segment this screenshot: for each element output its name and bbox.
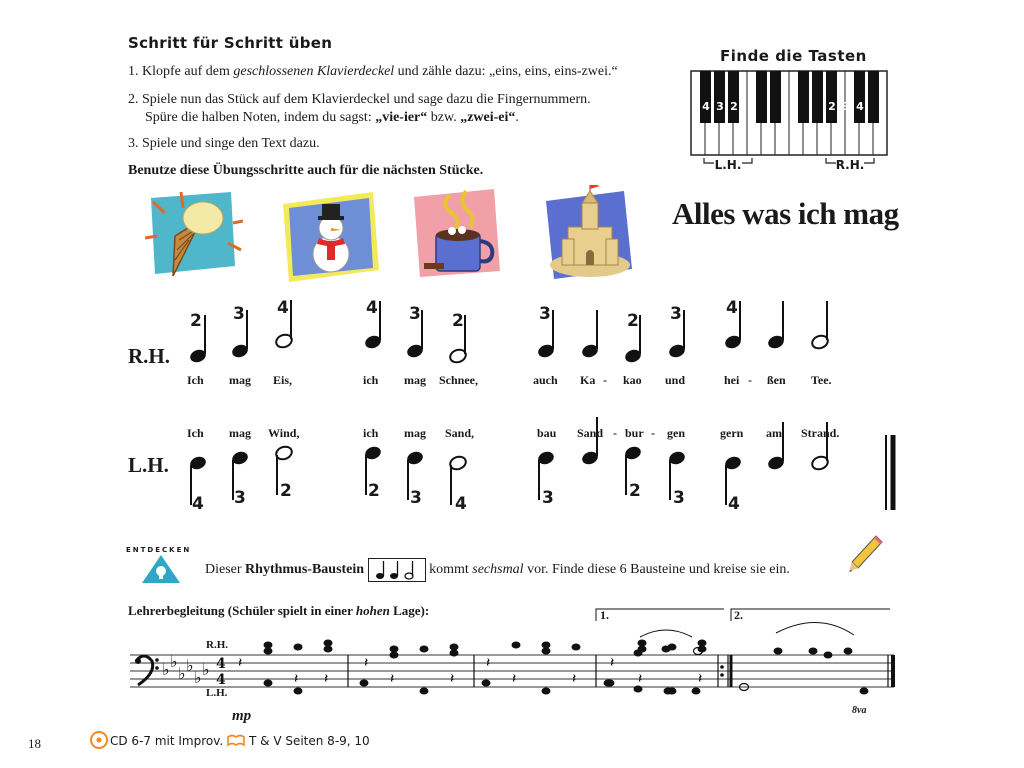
lh-finger: 2 bbox=[368, 481, 380, 501]
lyric-rh: Ich bbox=[187, 373, 204, 387]
lh-finger: 3 bbox=[234, 488, 246, 508]
lyric-lh: mag bbox=[404, 426, 426, 440]
lyric-rh: kao bbox=[623, 373, 642, 387]
entdecken-text bbox=[205, 558, 790, 582]
lightbulb-icon bbox=[140, 553, 182, 585]
lyric-lh: gern bbox=[720, 426, 744, 440]
svg-text:4: 4 bbox=[216, 672, 226, 688]
rh-finger-2: 2 bbox=[828, 100, 836, 113]
time-signature bbox=[216, 656, 226, 688]
lyric-rh: Eis, bbox=[273, 373, 293, 387]
lh-finger: 3 bbox=[673, 488, 685, 508]
svg-text:𝄽: 𝄽 bbox=[238, 655, 243, 671]
svg-text:𝄽: 𝄽 bbox=[638, 671, 643, 687]
rh-finger-3: 3 bbox=[842, 100, 850, 113]
svg-text:♭: ♭ bbox=[202, 660, 210, 679]
step-2-line-2 bbox=[128, 109, 591, 127]
lyric-rh: und bbox=[665, 373, 686, 387]
keyboard-rh-label: R.H. bbox=[835, 158, 865, 172]
step-2-zweiei: „zwei-ei“ bbox=[460, 110, 516, 125]
accompaniment-rh-label: R.H. bbox=[206, 639, 228, 651]
lyric-rh: ich bbox=[363, 373, 379, 387]
lyric-rh: mag bbox=[404, 373, 426, 387]
svg-text:𝄽: 𝄽 bbox=[512, 671, 517, 687]
keyboard-diagram bbox=[690, 70, 890, 175]
snowman-image bbox=[275, 190, 385, 285]
accompaniment-staff bbox=[128, 605, 898, 715]
accompaniment-lh-label: L.H. bbox=[206, 687, 228, 699]
keyboard-title: Finde die Tasten bbox=[720, 47, 867, 65]
step-1 bbox=[128, 63, 618, 81]
lyric-rh: auch bbox=[533, 373, 558, 387]
lh-finger: 2 bbox=[280, 481, 292, 501]
tie-arc bbox=[640, 630, 692, 637]
svg-text:♭: ♭ bbox=[194, 668, 202, 687]
lyric-lh: gen bbox=[667, 426, 685, 440]
lh-finger: 3 bbox=[542, 488, 554, 508]
sandcastle-image bbox=[540, 185, 640, 285]
svg-text:𝄽: 𝄽 bbox=[294, 671, 299, 687]
lh-finger: 4 bbox=[455, 494, 467, 514]
dynamic-marking: mp bbox=[232, 708, 252, 724]
song-title: Alles was ich mag bbox=[672, 196, 899, 231]
lh-finger-4: 4 bbox=[702, 100, 710, 113]
lyric-rh: Ka bbox=[580, 373, 596, 387]
repeat-dot bbox=[720, 673, 724, 677]
slur-arc bbox=[776, 622, 854, 635]
ending-1-label: 1. bbox=[600, 608, 609, 622]
lyric-lh: ich bbox=[363, 426, 379, 440]
step-2-line-1: 2. Spiele nun das Stück auf dem Klavierdeckel und sage dazu die Fingernummern. bbox=[128, 92, 591, 107]
svg-text:𝄽: 𝄽 bbox=[610, 655, 615, 671]
page-number: 18 bbox=[28, 736, 41, 751]
lyric-rh: - bbox=[603, 373, 607, 387]
lyric-lh: Ich bbox=[187, 426, 204, 440]
lh-finger-2: 2 bbox=[730, 100, 738, 113]
lyric-lh: bur bbox=[625, 426, 644, 440]
lyric-lh: Sand bbox=[577, 426, 604, 440]
lh-finger-3: 3 bbox=[716, 100, 724, 113]
lyric-rh: ßen bbox=[767, 373, 786, 387]
rh-finger: 3 bbox=[233, 304, 245, 324]
key-signature-flats bbox=[162, 652, 210, 687]
rh-finger: 4 bbox=[366, 298, 378, 318]
step-2-text-a: Spüre die halben Noten, indem du sagst: bbox=[145, 110, 376, 125]
lh-finger: 3 bbox=[410, 488, 422, 508]
lyric-lh: Wind, bbox=[268, 426, 300, 440]
rh-finger: 2 bbox=[190, 311, 202, 331]
song-lh-label: L.H. bbox=[128, 453, 169, 477]
svg-text:𝄽: 𝄽 bbox=[572, 671, 577, 687]
rh-finger: 4 bbox=[277, 298, 289, 318]
step-2-vieier: „vie-ier“ bbox=[375, 110, 428, 125]
lyric-rh: hei bbox=[724, 373, 740, 387]
entdecken-text-e: vor. Finde diese 6 Bausteine und kreise sie ein. bbox=[523, 562, 790, 578]
step-2-text-c: bzw. bbox=[427, 110, 461, 125]
ending-2-label: 2. bbox=[734, 608, 743, 622]
step-1-text-b: und zähle dazu: „eins, eins, eins-zwei.“ bbox=[394, 64, 618, 79]
svg-text:𝄽: 𝄽 bbox=[390, 671, 395, 687]
rh-finger: 3 bbox=[670, 304, 682, 324]
lyric-lh: am bbox=[766, 426, 782, 440]
cd-icon bbox=[90, 731, 108, 749]
lh-finger: 2 bbox=[629, 481, 641, 501]
step-2 bbox=[128, 91, 591, 127]
upper-chords bbox=[264, 640, 853, 659]
lyric-rh: Schnee, bbox=[439, 373, 478, 387]
song-rh-label: R.H. bbox=[128, 344, 170, 368]
lyric-lh: Sand, bbox=[445, 426, 475, 440]
rhythm-notes-icon bbox=[372, 559, 422, 581]
ending-1-bracket bbox=[596, 609, 724, 621]
svg-text:♭: ♭ bbox=[178, 664, 186, 683]
footer-tv-ref: T & V Seiten 8-9, 10 bbox=[249, 734, 370, 748]
pencil-icon bbox=[846, 534, 884, 576]
svg-text:♭: ♭ bbox=[186, 656, 194, 675]
entdecken-count: sechsmal bbox=[472, 562, 524, 578]
lyric-rh: mag bbox=[229, 373, 251, 387]
svg-text:𝄽: 𝄽 bbox=[450, 671, 455, 687]
lyric-lh: mag bbox=[229, 426, 251, 440]
lyric-lh: - bbox=[651, 426, 655, 440]
octave-marking: 8va bbox=[852, 705, 867, 716]
accompaniment-label-em: hohen bbox=[355, 603, 390, 618]
entdecken-badge-label: ENTDECKEN bbox=[126, 546, 192, 554]
step-3: 3. Spiele und singe den Text dazu. bbox=[128, 136, 320, 151]
book-icon bbox=[226, 733, 246, 747]
svg-text:𝄽: 𝄽 bbox=[324, 671, 329, 687]
repeat-dot bbox=[720, 665, 724, 669]
accompaniment-label-a: Lehrerbegleitung (Schüler spielt in einer bbox=[128, 603, 356, 618]
lyric-lh: - bbox=[613, 426, 617, 440]
lh-finger: 4 bbox=[192, 494, 204, 514]
svg-text:𝄽: 𝄽 bbox=[486, 655, 491, 671]
practice-note: Benutze diese Übungsschritte auch für die nächsten Stücke. bbox=[128, 163, 484, 178]
step-1-emphasis: geschlossenen Klavierdeckel bbox=[233, 64, 395, 79]
svg-text:♭: ♭ bbox=[162, 660, 170, 679]
entdecken-text-c: kommt bbox=[429, 562, 473, 578]
step-1-text-a: 1. Klopfe auf dem bbox=[128, 64, 234, 79]
rh-finger-4: 4 bbox=[856, 100, 864, 113]
lyric-rh: - bbox=[748, 373, 752, 387]
lyric-lh: Strand. bbox=[801, 426, 840, 440]
rh-finger: 3 bbox=[539, 304, 551, 324]
footer-cd-ref: CD 6-7 mit Improv. bbox=[110, 734, 224, 748]
ending-2-bracket bbox=[731, 609, 890, 621]
rh-finger: 4 bbox=[726, 298, 738, 318]
svg-text:♭: ♭ bbox=[170, 652, 178, 671]
lh-finger: 4 bbox=[728, 494, 740, 514]
svg-text:𝄽: 𝄽 bbox=[698, 671, 703, 687]
ice-cream-image bbox=[143, 188, 243, 283]
rhythm-block bbox=[368, 558, 426, 582]
svg-text:𝄽: 𝄽 bbox=[364, 655, 369, 671]
rh-finger: 3 bbox=[409, 304, 421, 324]
accompaniment-label-b: Lage): bbox=[389, 603, 430, 618]
section-heading: Schritt für Schritt üben bbox=[128, 34, 333, 52]
rh-finger: 2 bbox=[627, 311, 639, 331]
hot-cocoa-image bbox=[410, 185, 510, 280]
step-2-text-e: . bbox=[515, 110, 519, 125]
svg-text:4: 4 bbox=[216, 656, 226, 672]
entdecken-rhythm-term: Rhythmus-Baustein bbox=[245, 562, 365, 578]
lyric-lh: bau bbox=[537, 426, 557, 440]
rh-finger: 2 bbox=[452, 311, 464, 331]
keyboard-lh-label: L.H. bbox=[714, 158, 742, 172]
entdecken-text-a: Dieser bbox=[205, 562, 246, 578]
lyric-rh: Tee. bbox=[811, 373, 832, 387]
